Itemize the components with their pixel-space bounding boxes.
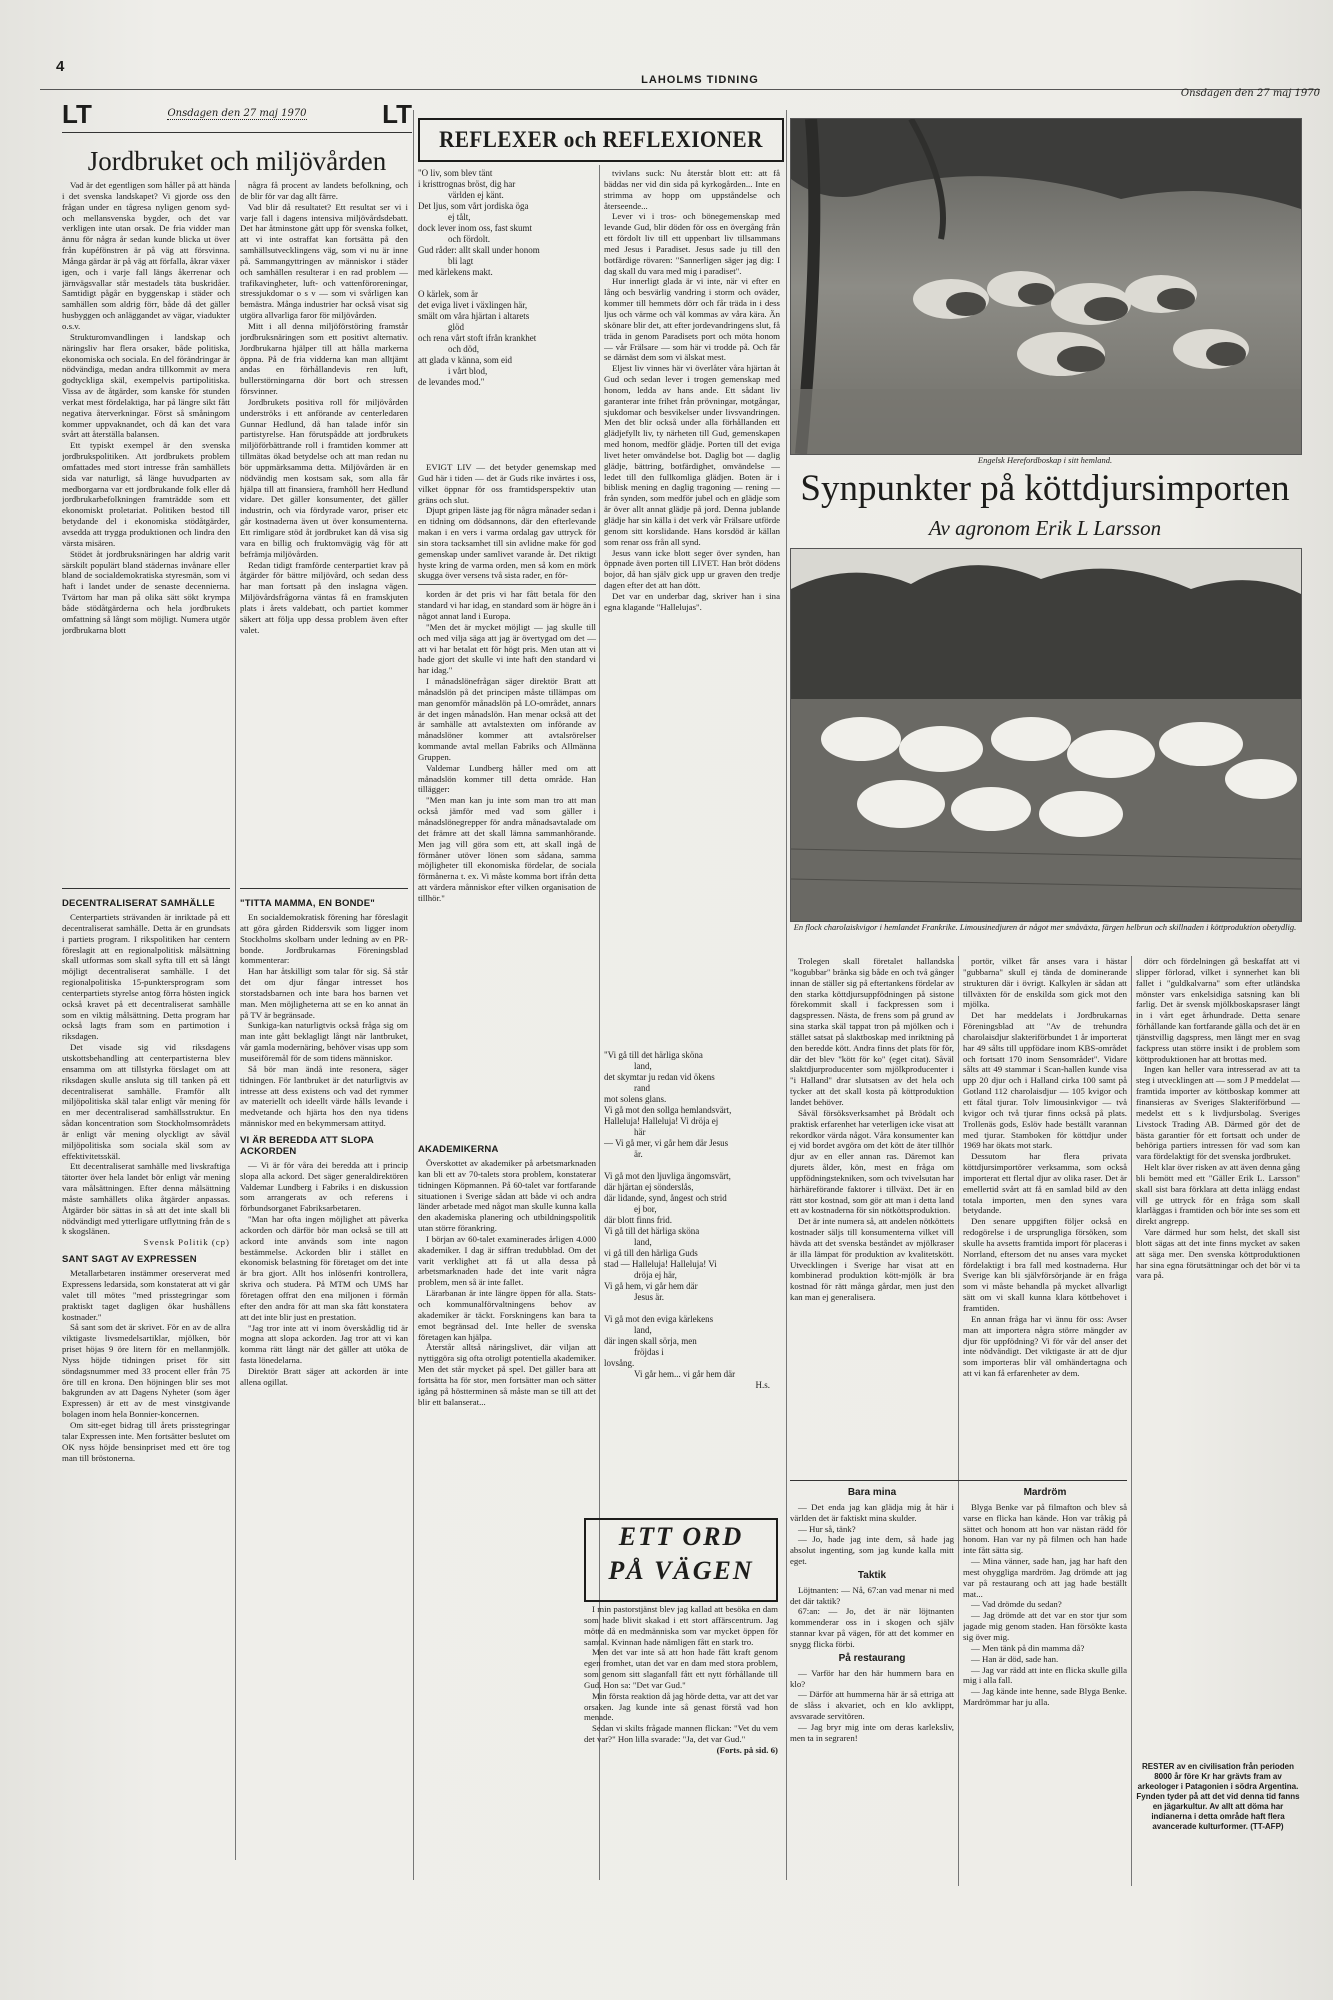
paragraph: I månadslönefrågan säger direktör Bratt att månadslön på det principen måste tillämpas om man genomför månadslön på LO-området, annars är det ingen månadslön. Han menar också att det är samhälle att avtalstexten om införande av månadslöner kommer att avtalsrörelser kommande avtal mellan Fabriks och Allmänna Gruppen.	[418, 676, 596, 762]
poem-line: stad — Halleluja! Halleluja! Vi	[604, 1259, 717, 1269]
paragraph: korden är det pris vi har fått betala för den standard vi har idag, en standard som är högre än i något annat land i Europa.	[418, 589, 596, 621]
reflexer-poem-1	[418, 168, 596, 458]
paragraph: 67:an: — Jo, det är när löjtnanten kommenderar oss in i skogen och själv stannar kvar på vägen, för att det kommer en snygg flicka förbi.	[790, 1606, 954, 1649]
poem-line: världen ej känt.	[448, 190, 504, 200]
paragraph: En annan fråga har vi ännu för oss: Avser man att importera några större mängder av djur för uppfödning? Vi för vår del anser det inte nödvändigt. Det viktigaste är att de djur som importeras blir väl omhändertagna och att vi kan få erfarenheter av dem.	[963, 1313, 1127, 1379]
column-divider	[786, 110, 787, 1880]
poem-line: — Vi gå mer, vi går hem där Jesus	[604, 1138, 729, 1148]
paragraph: Ingen kan heller vara intresserad av att ta steg i utvecklingen att — som J P meddelat — framtida importer av köttboskap kommer att finansieras av Sveriges Slakteriförbund — medelst ett s k livdjursbolag. Sveriges Livstock Trading AB. Därmed gör det de bästa garantier för ett fortsatt och under de behöriga partiers intressen för vad som kan vara fördelaktigt för det svenska jordbruket.	[1136, 1064, 1300, 1162]
paragraph: "Man har ofta ingen möjlighet att påverka ackorden och därför bör man också se till att ackord inte används som inte nagon bestämmelse. Ackorden blir i stället en ekonomisk belastning för företaget om det inte är bra gjort. Allt hos inlösenfri kontrollera, skriva och studera. På MTM och UMS har företagen offrat den ena miljonen i förmån efter den andra för att man ska fått konstatera att det inte blir just en prestation.	[240, 1214, 408, 1322]
poem-line: de levandes mod."	[418, 377, 485, 387]
paragraph: — Vi är för våra dei beredda att i princip slopa alla ackord. Det säger generaldirektören Valdemar Lundberg i Fabriks i en diskussion som arrangerats av och referens i förbundsorganet Fabriksarbetaren.	[240, 1159, 408, 1214]
poem-line: Vi gå mot den sollga hemlandsvärt,	[604, 1105, 732, 1115]
paragraph: Blyga Benke var på filmafton och blev så varse en flicka han kände. Hon var tråkig på sättet och honom att hon var nästan rädd för honom. Han var ny på filmen och han hade inte fått sätta sig.	[963, 1501, 1127, 1556]
poem-line: Vi gå till det härliga sköna	[604, 1226, 700, 1236]
lt-logo-right: LT	[382, 98, 412, 129]
poem-line: dröja ej här,	[634, 1270, 677, 1280]
date-right: Onsdagen den 27 maj 1970	[1180, 88, 1320, 99]
headline-synpunkter: Synpunkter på köttdjursimporten	[800, 468, 1290, 509]
poem-line: vi gå till den härliga Guds	[604, 1248, 698, 1258]
mardrom-column	[963, 1484, 1127, 1884]
paragraph: — Hur så, tänk?	[798, 1523, 856, 1534]
pa-vagen-title: PÅ VÄGEN	[608, 1556, 754, 1585]
paragraph: dörr och fördelningen gå beskaffat att vi slipper förlorad, vilket i synnerhet kan bli fallet i "guldkalvarna" som efter utländska mönster vars enkelsidiga satsning kan bli farlig. Det är svensk mjölkboskapsraser längt in i vårt eget århundrade. Detta senare förhållande kan fortfarande gälla och det är en tjänstvillig dagspress, men längt mer en svag fackpress utan större insikt i de problem som köttproduktionen har att brottas med.	[1136, 956, 1300, 1064]
paragraph: Den senare uppgiften följer också en redogörelse i de ursprungliga försöken, som skulle ha avsetts framtida import för placeras i Norrland, eftersom det nu anses vara mycket fördelaktigt i bra fall med kostnaderna. Hur Sverige kan bli självförsörjande är en fråga som vi måste behandla på mycket allvarligt sätt om vi skall kunna klara köttbehovet i framtiden.	[963, 1216, 1127, 1313]
hereford-photo-illustration	[791, 119, 1301, 454]
poem-line: lovsång.	[604, 1358, 635, 1368]
paragraph: — Vad drömde du sedan?	[971, 1599, 1062, 1610]
ett-ord-column	[584, 1604, 778, 1874]
paragraph: Valdemar Lundberg håller med om att månadslön kommer till detta område. Han tillägger:	[418, 762, 596, 795]
poem-line	[418, 278, 596, 289]
source-credit: Svensk Politik (cp)	[143, 1237, 230, 1248]
paragraph: Det är inte numera så, att andelen nötköttets kostnader säljs till konsumenterna vilket vill hävda att det svenska beståndet av mjölkraser är illa lämpat för produktion av kvalitetskött. Utvecklingen i Sverige har visat att en kombinerad produktion kött-mjölk är bra kostnad för rätt många gårdar, men just den kan man ej generalisera.	[790, 1216, 954, 1303]
paragraph: En socialdemokratisk förening har föreslagit att göra gården Riddersvik som ligger inom Stockholms skolbarn under ledning av en PR-bonde. Jordbrukarnas Föreningsblad kommenterar:	[240, 912, 408, 966]
caption-hereford: Engelsk Herefordboskap i sitt hemland.	[977, 455, 1113, 465]
paragraph: Sedan vi skilts frågade mannen flickan: "Vet du vem det var?" Hon lilla svarade: "Ja, det var Gud."	[584, 1723, 778, 1745]
paragraph: tvivlans suck: Nu återstår blott ett: att få bäddas ner vid din sida på kyrkogården... Inte en strimma av hopp om uppståndelse och återseende...	[604, 168, 780, 211]
paragraph: Helt klar över risken av att även denna gång bli bemött med ett "Gäller Erik L. Larsson" skall sist bara förklara att detta inlägg endast vill ge uttryck för en fråga som skall klarläggas i framtiden och bör inte ses som ett direkt angrepp.	[1136, 1162, 1300, 1227]
lt-logo-left: LT	[62, 98, 92, 129]
head-pa-restaurang: På restaurang	[838, 1652, 906, 1664]
poem-line: "Vi gå till det härliga sköna	[604, 1050, 703, 1060]
paragraph: I min pastorstjänst blev jag kallad att besöka en dam som hade blivit skakad i ett stort affärscentrum. Jag mötte då en medmänniska som var mycket öppen för samtal. Kvinnan hade nämligen fått en stark tro.	[584, 1604, 778, 1647]
akademikerna-column	[418, 1138, 596, 1878]
paragraph: — Jag kände inte henne, sade Blyga Benke. Mardrömmar har ju alla.	[963, 1686, 1127, 1708]
paragraph: Överskottet av akademiker på arbetsmarknaden kan bli ett av 70-talets stora problem, konstaterar tidningen Köpmannen. På 60-talet var fortfarande situationen i Sverige sådan att både vi och andra länder arbetade med något man skulle kunna kalla den akademiska planering och utbildningspolitik utan större förankring.	[418, 1158, 596, 1234]
paragraph: Löjtnanten: — Nå, 67:an vad menar ni med det där taktik?	[790, 1584, 954, 1606]
poem-line	[604, 1160, 780, 1171]
paragraph: några få procent av landets befolkning, och de blir för var dag allt färre.	[240, 180, 408, 201]
paragraph: Lärarbanan är inte längre öppen för alla. Stats- och kommunalförvaltningens behov av akademiker är täckt. Forskningens kan bara ta emot begränsad del. Inte heller de svenska företagen kan hjälpa.	[418, 1288, 596, 1342]
poem-line: Det ljus, som vårt jordiska öga	[418, 201, 529, 211]
kottdjur-column-1	[790, 956, 954, 1476]
jokes-column-1	[790, 1484, 954, 1884]
paragraph: Mitt i all denna miljöförstöring framstår jordbruksnäringen som ett positivt alternativ. Jordbrukarna hjälper till att hålla markerna öppna. På de fria vidderna kan man alltjämt andas en förhållandevis ren luft, bullerstörningarna dör bort och stressen försvinner.	[240, 320, 408, 397]
jordbruket-column-1	[62, 180, 230, 885]
poem-line: mot solens glans.	[604, 1094, 667, 1104]
subhead-beredda: VI ÄR BEREDDA ATT SLOPA ACKORDEN	[240, 1134, 374, 1157]
paragraph: — Han är död, sade han.	[971, 1653, 1059, 1664]
paragraph: — Det enda jag kan glädja mig åt här i världen det är faktiskt mina skulder.	[790, 1501, 954, 1523]
poem-line: bli lagt	[448, 256, 474, 266]
paragraph: Jordbrukets positiva roll för miljövården underströks i ett anförande av centerledaren Gunnar Hedlund, då han talade inför sin partistyrelse. Han förutspådde att jordbrukets miljöförbättrande roll i framtiden kommer att tillmätas ökad betydelse och att man redan nu bör uppmärksamma detta. Miljövården är en nödvändig men kostsam sak, som alla får hjälpa till att finansiera, framhöll herr Hedlund vidare. Det gäller konsumenter, det gäller industrin, och via fördyrade varor, priser etc går kostnaderna även ut över konsumenterna. Ett rimligare stöd åt jordbruket kan då visa sig vara en billig och fruktomvägig väg för att befrämja miljövården.	[240, 396, 408, 559]
reflexer-title: REFLEXER och REFLEXIONER	[439, 127, 763, 152]
reflexer-column-2	[604, 168, 780, 1048]
poem-line	[604, 1303, 780, 1314]
paragraph: Om sitt-eget bidrag till årets prisstegringar talar Expressen inte. Men fortsätter beslutet om OK nyss höjde bensinpriset med ett öre tog man till bröstonerna.	[62, 1419, 230, 1463]
paragraph: Det visade sig vid riksdagens utskottsbehandling att centerpartisterna blev ensamma om att tillstyrka förslaget om att riksdagen skulle ansluta sig till tanken på ett decentraliserat samhälle. Framför allt miljöpolitiska skäl talar enligt vår mening för en mer decentraliserad samhällsstruktur. En sådan koncentration som Stockholmsområdets är enligt vår mening olyckligt av såväl miljöpolitiska som sociala skäl som av effektivitetsskäl.	[62, 1042, 230, 1161]
column-divider	[958, 956, 959, 1886]
paragraph: "Men det är mycket möjligt — jag skulle till och med vilja säga att jag är övertygad om det — att vi har betalat ett för högt pris. Men utan att vi hade gjort det skulle vi inte haft den standard vi har idag."	[418, 621, 596, 676]
poem-line: ej tålt,	[448, 212, 471, 222]
paragraph: I början av 60-talet examinerades årligen 4.000 akademiker. I dag är siffran tredubblad. Om det varit verklighet att få ut alla dessa på arbetsmarknaden hade det inte varit några problem, men så är inte fallet.	[418, 1233, 596, 1288]
section-rule	[240, 888, 408, 889]
top-rule	[40, 89, 1320, 90]
poem-line: att glada v känna, som eid	[418, 355, 512, 365]
ett-ord-title: ETT ORD	[618, 1522, 744, 1551]
paragraph: Trolegen skall företalet hallandska "kogubbar" bränka sig både en och två gånger innan de ställer sig på eftertankens fördelar av den starka köttdjursuppfödningen på sistone förekommit skall i fackpressen som i dagspressen. Nästa, de frens som på grund av sina starka skäl tappat tron på mjölken och i stället satsat på slaktboskap med inriktning på den beredde kött. Andra finns det plats för för, där det blev "kött för ko" (eget citat). Såväl slaktdjurproducenter som mjölkproducenter i "i Halland" drar slutsatsen av det hela och tycker att det skall kosta på köttproduktion landet behöver.	[790, 956, 954, 1107]
poem-line: Vi gå mot den ljuvliga ängomsvärt,	[604, 1171, 731, 1181]
paragraph: Vad blir då resultatet? Ett resultat ser vi i varje fall i dagens intensiva miljövårdsdebatt. Det har åtminstone gått upp för svenska folket, att vi inte ostraffat kan fortsätta på den samhällsutvecklingens väg, som vi nu är inne på. Sammangyttringen av människor i städer och samhällen resulterar i en rad problem — trafikavingheter, luft- och vattenföroreningar, stressjukdomar o s v — som vi svårligen kan bemästra. Många industrier har också visat sig utgöra allvarliga faror för miljövården.	[240, 201, 408, 321]
poem-line: Vi gå hem, vi går hem där	[604, 1281, 698, 1291]
poem-line: där blott finns frid.	[604, 1215, 672, 1225]
newspaper-name: LAHOLMS TIDNING	[641, 74, 759, 86]
head-bara-mina: Bara mina	[847, 1487, 897, 1498]
paragraph: Lever vi i tros- och bönegemenskap med levande Gud, blir döden för oss en övergång från ett fördolt liv till ett uppenbart liv tillsammans med Jesus i Paradiset. Jesus sade ju till den botfärdige rövaren: "Sannerligen säger jag dig: I dag skall du vara med mig i paradiset".	[604, 211, 780, 276]
head-taktik: Taktik	[857, 1569, 887, 1581]
paragraph: portör, vilket får anses vara i hästar "gubbarna" skull ej tända de dominerande strukturen där i övrigt. Kalkylen är sådan att tillväxten för de enskilda som gick mot den mjölka.	[963, 956, 1127, 1010]
poem-line: ej bor,	[634, 1204, 657, 1214]
poem-line: där ingen skall sörja, men	[604, 1336, 697, 1346]
page-number: 4	[56, 58, 65, 75]
poem-line: Vi går hem... vi går hem där	[634, 1369, 736, 1379]
paragraph: EVIGT LIV — det betyder genemskap med Gud här i tiden — det är Guds rike invärtes i oss, vilket öppnar för oss framtidsperspektiv utan gräns och slut.	[418, 462, 596, 505]
paragraph: Jesus vann icke blott seger över synden, han öppnade även porten till LIVET. Han bröt dödens bojor, då han själv gick upp ur graven den tredje dagen efter det att han dött.	[604, 547, 780, 591]
poem-line: O kärlek, som är	[418, 289, 478, 299]
poem-line: och fördolt.	[448, 234, 490, 244]
paragraph: Sunkiga-kan naturligtvis också fråga sig om man inte gått beklagligt långt när lantbruket, vår gamla modernäring, behöver visas upp som museiföremål för de som tidens människor.	[240, 1020, 408, 1063]
poem-line: i vårt blod,	[448, 366, 488, 376]
lt-banner	[62, 98, 412, 130]
column-divider	[235, 180, 236, 1860]
paragraph: "Jag tror inte att vi inom överskådlig tid är mogna att slopa ackorden. Jag tror att vi kan komma rätt långt när det gäller att utöka de fasta lönedelarna.	[240, 1322, 408, 1366]
paragraph: Metallarbetaren instämmer oreserverat med Expressens ledarsida, som konstaterat att vi går valet till mötes "med prisstegringar som praktiskt taget dagligen ökar hushållens kostnader."	[62, 1268, 230, 1322]
column-divider	[1131, 956, 1132, 1886]
paragraph: "Men man kan ju inte som man tro att man också jämför med vad som gäller i månadslönegrepper för andra månadsavtalade om det främre att det skall lämna sammanhörande. Men jag vill göra som ett, att skall ingå de förmåner utöver lönen som sådana, samma möjligheter till ekonomiska fördelar, de sociala förmånerna t. ex. Vi måste komma bort ifrån detta att värdera månniskor efter vilken organisation de tillhör."	[418, 795, 596, 903]
poem-line: det skymtar ju redan vid ökens	[604, 1072, 715, 1082]
poem-line: land,	[634, 1237, 652, 1247]
poem-line: där hjärtan ej sönderslås,	[604, 1182, 694, 1192]
paragraph: Han har åtskilligt som talar för sig. Så står det om djur fångar intresset hos storstadsbarnen och inte bara hos barnen vet man. Men möjligheterna att se en ko annat än på TV är begränsade.	[240, 966, 408, 1020]
subhead-sant-sagt: SANT SAGT AV EXPRESSEN	[62, 1254, 197, 1266]
paragraph: Vare därmed hur som helst, det skall sist blott sägas att det inte finns mycket av saken att säga mer. Den svenska köttproduktionen har sina egna förutsättningar och det bör vi ta vara på.	[1136, 1227, 1300, 1281]
headline-jordbruket: Jordbruket och miljövården	[87, 146, 387, 176]
kottdjur-column-2	[963, 956, 1127, 1476]
paragraph: Eljest liv vinnes här vi överlåter våra hjärtan åt Gud och sedan lever i trogen gemenskap med honom, ledda av hans ande. Ett sådant liv garanterar inte frihet från prövningar, motgångar, sjukdomar och besvikelser under livsvandringen. Men det blir också under alla förhållanden ett glädjefyllt liv, ty närheten till Gud, gemenskapen med honom, medför glädje. Porten till det eviga livet heter omvändelse bot. Daglig bot — daglig glädje, bättring, botfärdighet, omvändelse — ledet till den fullkomliga glädjen. Boten är i biblisk mening en daglig tragoning — rening — från synden, som medför jubel och en glädje som är över allt annat glädje på jord. Denna jublande glädje har sin källa i det verk vår Frälsare utförde genom sitt korslidande. Hans korsdöd är källan som renar oss från all synd.	[604, 363, 780, 547]
paragraph: Centerpartiets strävanden är inriktade på ett decentraliserat samhälle. Detta är en grundsats i partiets program. I rikspolitiken har centern föreslagit att en regionalpolitisk målsättning skall utformas som skall syfta till ett så långt möjligt decentraliserat samhälle. I det regionalpolitiska 15-punktersprogram som centerpartiets styrelse antog förra hösten ingick också kravet på ett decentraliserat samhälle som en viktig målsättning. Detta program har också lagts fram som en partimotion i riksdagen.	[62, 912, 230, 1042]
paragraph: Stödet åt jordbruksnäringen har aldrig varit särskilt populärt bland städernas invånare eller bland de socialdemokratiska styresmän, som vi haft i landet under de senaste decennierna. Tvärtom har man på olika sätt sökt krympa både stödåtgärderna och hela jordbrukets omfattning så långt som möjligt. Numera utgör jordbrukarna blott	[62, 548, 230, 635]
poem-line: med kärlekens makt.	[418, 267, 493, 277]
column-divider	[413, 110, 414, 1880]
paragraph: Direktör Bratt säger att ackorden är inte allena ogillat.	[240, 1365, 408, 1387]
subhead-decentraliserat: DECENTRALISERAT SAMHÄLLE	[62, 898, 215, 909]
paragraph: Redan tidigt framförde centerpartiet krav på åtgärder för bättre miljövård, och sedan dess har man fortsatt på den inslagna vägen. Miljövårdsfrågorna väntas få en framskjuten plats i årets valdebatt, och partiet kommer säkert att följa upp dessa problem även efter valet.	[240, 559, 408, 635]
signature: H.s.	[755, 1380, 770, 1390]
paragraph: Hur innerligt glada är vi inte, när vi efter en lång och besvärlig vandring i storm och oväder, kommer till hemmets dörr och får träda in i dess ljus och värme och väl kommas av våra kära. Än skönare blir det, att efter jordevandringens slut, få träda in genom Paradisets port och möta honom — vår Frälsare — som här vi trodde på. Och får se därnäst dem som vi älskat mest.	[604, 276, 780, 363]
poem-line: och död,	[448, 344, 479, 354]
ett-ord-box	[584, 1518, 778, 1602]
poem-line: Halleluja! Halleluja! Vi dröja ej	[604, 1116, 719, 1126]
paragraph: Det har meddelats i Jordbrukarnas Föreningsblad att "Av de trehundra charolaisdjur slakteriförbundet 1 år importerat har 49 sålts till uppfödare inom KBS-området och fortsatt 170 inom Sensområdet". Vidare sålts att 49 stammar i Scan-hallen kunde visa upp 20 djur och i Halland cirka 100 samt på Gotland 112 charolaisdjur — 105 kvigor och ett fåtal tjurar. Tolv limousinkvigor — två kvigor och två tjurar finns också på plats. Trollenäs gods, Eslöv hade beställt varannan med tjurar. Stamboken för köttdjur under 1969 har ökats mot stark.	[963, 1010, 1127, 1151]
photo-charolais-herd	[790, 548, 1302, 922]
subhead-akademikerna: AKADEMIKERNA	[418, 1144, 499, 1155]
reflexer-column-1	[418, 462, 596, 1132]
paragraph: Ett typiskt exempel är den svenska jordbrukspolitiken. Att jordbrukets problem omfattades med stort intresse från samhällets sida var naturligt, så länge huvudparten av medborgarna var ett jordbrukande folk eller då jordbrukarbefolkningen framträdde som ett ekonomiskt proletariat. Politiken bestod till betydande del i ekonomiska stödåtgärder, avsedda att trygga produktionen och lindra den värsta misären.	[62, 440, 230, 548]
paragraph: Min första reaktion då jag hörde detta, var att det var orsaken. Jag kunde inte så genast förstå vad hon menade.	[584, 1690, 778, 1723]
paragraph: Vad är det egentligen som håller på att hända i det svenska landskapet? Vi gjorde oss den frågan under en tågresa nyligen genom syd- och mellansvenska bygder, och det var verkligen inte utan orsak. De fria vidder man ännu för några år sedan kunde blicka ut över från kupéfönstren är på väg att försvinna. Många gärdar är på väg att förfalla, åkrar växer igen, och i varje fall längs åkerrenar och järnvägsvallar står mestadels täta buskridåer. Samtidigt pågår en byggenskap i städer och samhällen som aldrig förr, både då det gäller husbyggen och anläggandet av vägar, viadukter o.s.v.	[62, 180, 230, 331]
paragraph: Så bör man ändå inte resonera, säger tidningen. För lantbruket är det naturligtvis av intresse att dess existens och vad det rymmer av materiellt och ideellt värde hålls levande i medvetande och hjärta hos den nya tidens människor med en bekymmersam attityd.	[240, 1063, 408, 1129]
paragraph: — Jag drömde att det var en stor tjur som jagade mig genom staden. Han försökte kasta sig över mig.	[963, 1610, 1127, 1642]
lower-left-column-1	[62, 892, 230, 1892]
paragraph: Så sant som det är skrivet. För en av de allra viktigaste livsmedelsartiklar, mjölken, bör priset höjas 9 öre litern för en mellanmjölk. Nyss höjde tidningen priset för sitt söndagsnummer med 33 procent eller från 75 öre till en krona. Den höjningen blir ses mot bakgrunden av att Dagens Nyheter (som äger Expressen) är ett av de mest vinstgivande bolagen inom hela Bonnier-koncernen.	[62, 1322, 230, 1420]
paragraph: — Varför har den här hummern bara en klo?	[790, 1667, 954, 1689]
poem-line: där lidande, synd, ångest och strid	[604, 1193, 727, 1203]
photo-hereford-cattle	[790, 118, 1302, 455]
poem-line: är.	[634, 1149, 643, 1159]
charolais-photo-illustration	[791, 549, 1301, 921]
paragraph: — Jag bryr mig inte om deras karleksliv, men ta in segraren!	[790, 1721, 954, 1743]
reflexer-title-box	[418, 118, 784, 162]
lower-left-column-2	[240, 892, 408, 1892]
paragraph: Men det var inte så att hon hade fått kraft genom egen fromhet, utan det var en dam med stora problem, som genom sitt slaganfall fått ett nytt förhållande till Gud. Hon sa: "Det var Gud."	[584, 1647, 778, 1690]
paragraph: Såväl försöksverksamhet på Brödalt och praktisk erfarenhet har veterligen icke visat att rekordkor värda något. Våra konsumenter kan ej vid bordet avgöra om det kött de äter tillhör djur av en eller annan ras. Däremot kan djurets ålder, kön, mest en fråga om uppfödningstekniken, som och tvivelsutan har härhäreförande faktorer i tillväxt. Det är en rätt stor kostnad, som gör att man i detta land ett av kostnaderna för sin nötköttsproduktion.	[790, 1107, 954, 1216]
paragraph: Det var en underbar dag, skriver han i sina egna klagande "Hallelujas".	[604, 590, 780, 612]
paragraph: Strukturomvandlingen i landskap och näringsliv har flera orsaker, både politiska, ekonomiska och sociala. En del förändringar är nödvändiga, medan andra tillkommit av mera godtyckliga skäl, exempelvis partipolitiska. Vissa av de åtgärder, som kanske för stunden verkat mest fördelaktiga, har på längre sikt fått negativa återverkningar. Först så småningom kommer uppvaknandet, och då kan det vara svårt att återställa balansen.	[62, 331, 230, 440]
poem-line: Vi gå mot den eviga kärlekens	[604, 1314, 714, 1324]
poem-line: land,	[634, 1325, 652, 1335]
poem-line: rand	[634, 1083, 650, 1093]
poem-line: smält om våra hjärtan i altarets	[418, 311, 530, 321]
poem-line: dock lever inom oss, fast skumt	[418, 223, 532, 233]
rester-news-brief: RESTER av en civilisation från perioden 8000 år före Kr har grävts fram av arkeologer i Patagonien i södra Argentina. Fynden tyder på att det vid denna tid fanns en jägarkultur. Av allt att döma har indianerna i detta område haft flera avancerade kulturformer. (TT-AFP)	[1136, 1762, 1300, 1831]
paragraph: — Mina vänner, sade han, jag har haft den mest ohyggliga mardröm. Jag drömde att jag var på restaurang och att jag hade beställt mat...	[963, 1556, 1127, 1599]
paragraph: — Jo, hade jag inte dem, så hade jag absolut ingenting, som jag kunde kalla mitt eget.	[790, 1534, 954, 1567]
paragraph: Dessutom har flera privata köttdjursimportörer verksamma, som också importerat ett flertal djur av olika raser. Det är emellertid svårt att få en samlad bild av den totala importen, men den synes vara betydande.	[963, 1151, 1127, 1216]
paragraph: — Därför att hummerna här är så ettriga att de slåss i akvariet, och en klo avklippt, avsvarade servitören.	[790, 1689, 954, 1722]
poem-line: Jesus är.	[634, 1292, 664, 1302]
poem-line: och rena vårt stoft ifrån krankhet	[418, 333, 537, 343]
jordbruket-column-2	[240, 180, 408, 885]
poem-line: här	[634, 1127, 646, 1137]
subhead-titta-mamma: "TITTA MAMMA, EN BONDE"	[240, 898, 375, 909]
poem-line: "O liv, som blev tänt	[418, 168, 493, 178]
paragraph: Ett decentraliserat samhälle med livskraftiga tätorter över hela landet bör enligt vår mening vara målsättningen. Efter denna målsättning måste samhällets olika åtgärder anpassas. Åtgärder bör sättas in så att det inte skall bli nödvändigt med ytterligare utflyttning från de s k skogslänen.	[62, 1161, 230, 1237]
poem-line: glöd	[448, 322, 465, 332]
paragraph: — Men tänk på din mamma då?	[971, 1642, 1085, 1653]
byline: Av agronom Erik L Larsson	[928, 516, 1162, 540]
paragraph: — Jag var rädd att inte en flicka skulle gilla mig i alla fall.	[963, 1664, 1127, 1686]
caption-charolais: En flock charolaiskvigor i hemlandet Frankrike. Limousinedjuren är något mer småväxta, färgen helbrun och skillnaden i köttproduktion obetydlig.	[793, 922, 1297, 932]
continuation-note: (Forts. på sid. 6)	[716, 1744, 778, 1755]
reflexer-poem-2	[604, 1050, 780, 1495]
section-rule	[62, 888, 230, 889]
poem-line: fröjdas i	[634, 1347, 664, 1357]
poem-line: det eviga livet i växlingen här,	[418, 300, 528, 310]
poem-line: land,	[634, 1061, 652, 1071]
poem-line: i kristtrognas bröst, dig har	[418, 179, 516, 189]
kottdjur-column-3	[1136, 956, 1300, 1696]
section-rule	[790, 1480, 1127, 1481]
head-mardrom: Mardröm	[1023, 1487, 1067, 1498]
poem-line: Gud råder: allt skall under honom	[418, 245, 540, 255]
lt-rule	[62, 132, 412, 133]
lt-date: Onsdagen den 27 maj 1970	[167, 108, 307, 119]
paragraph: Djupt gripen läste jag för några månader sedan i en tidning om dödsannons, där den efterlevande makan i en vers i varma ordalag gav uttryck för sin stora tacksamhet till sin avlidne make för god gemenskap under samlivet varande år. Det riktigt hyste kring de varma orden, men så kom en mörk skugga över versens två sista rader, en för-	[418, 505, 596, 581]
paragraph: Återstår alltså näringslivet, där viljan att nyttiggöra sig ofta otroligt potentiella akademiker. Men det står mycket på spel. Det gäller bara att fortsätta ha för stor, men fortsätter man och sätter igång på höstterminen så måste man se till att det blir ett balanserat...	[418, 1342, 596, 1407]
